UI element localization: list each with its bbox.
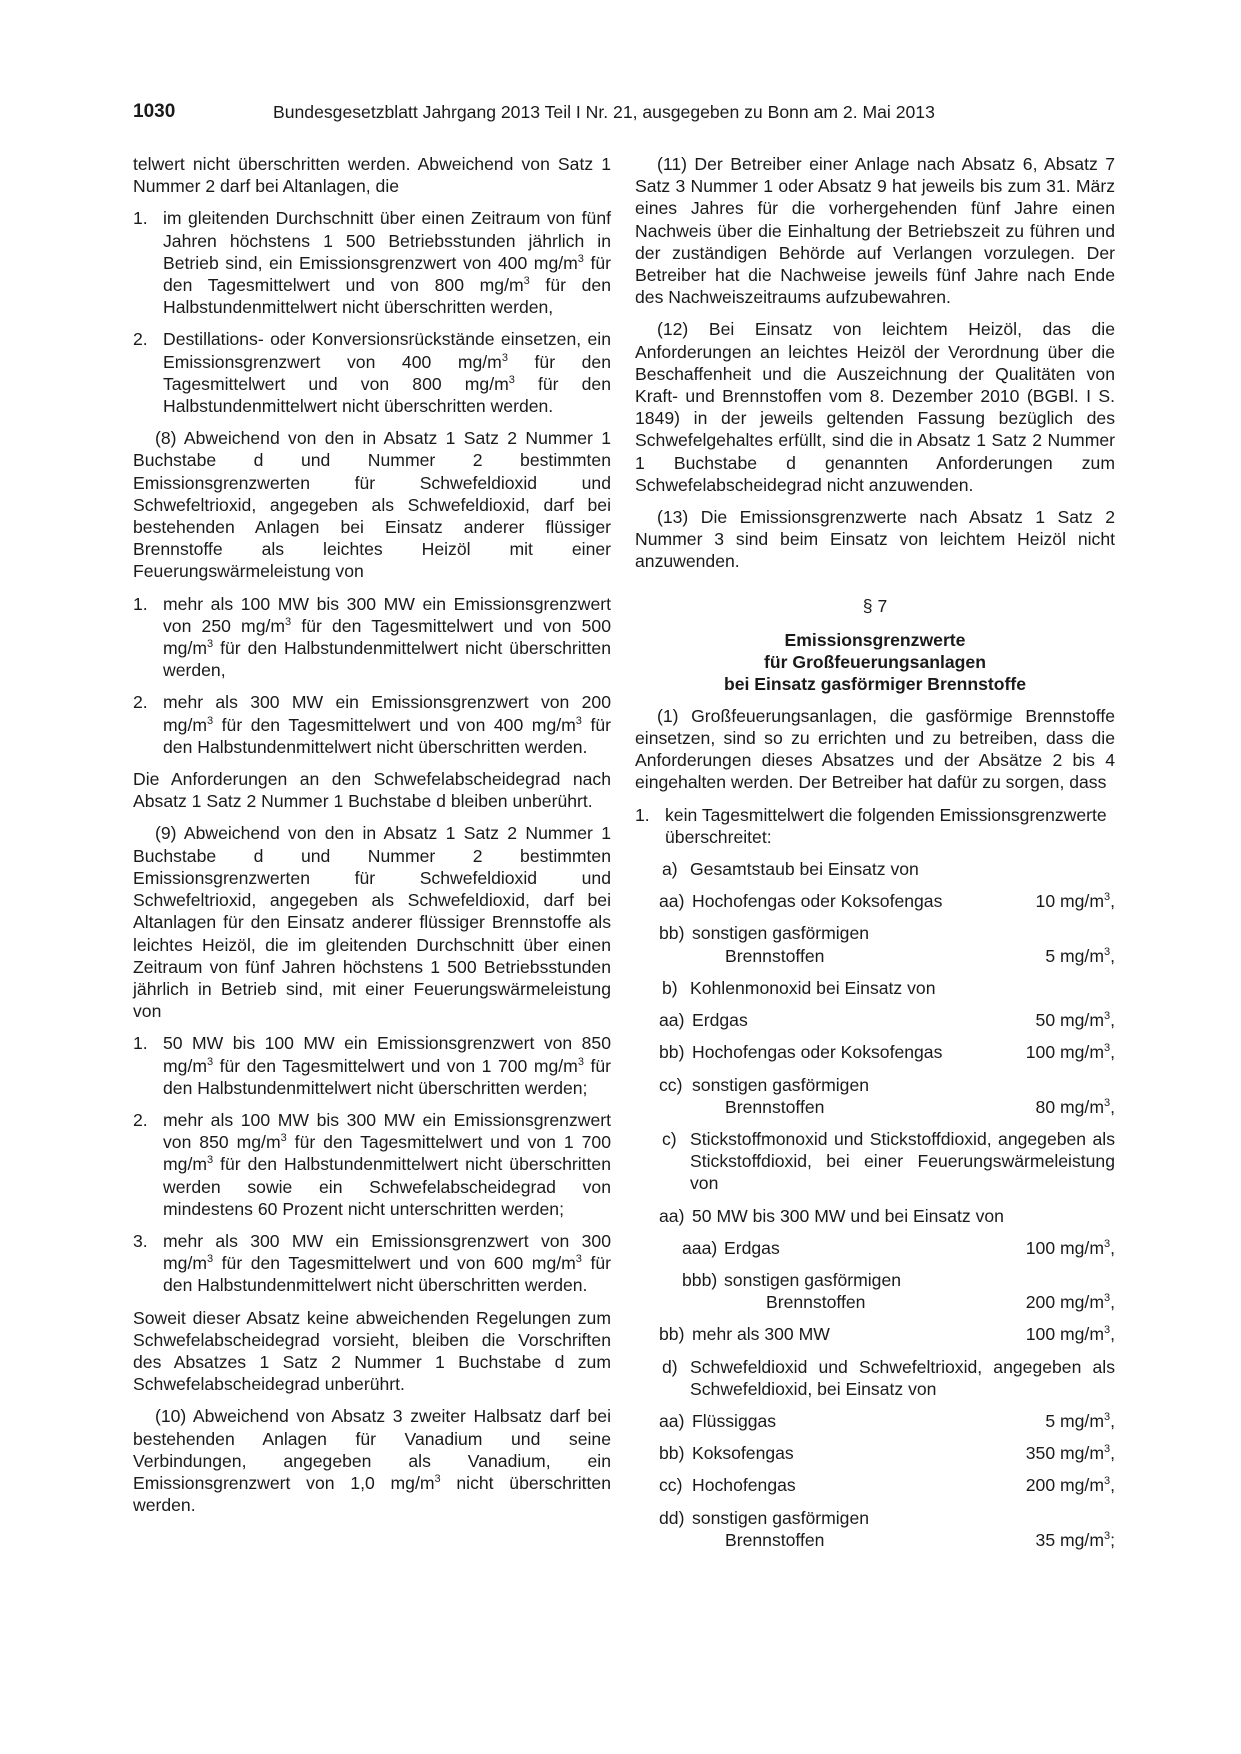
value-row: bbb) sonstigen gasförmigen Brennstoffen 200 $mg/m^3$, [682, 1269, 1115, 1313]
section-title: Emissionsgrenzwerte für Großfeuerungsanlagen bei Einsatz gasförmiger Brennstoffe [723, 629, 1027, 694]
item-b: b) Kohlenmonoxid bei Einsatz von [662, 977, 936, 998]
list-item-1: 1. kein Tagesmittelwert die folgenden Emissionsgrenzwerte überschreitet: [635, 804, 1107, 847]
list-item: 1. mehr als 100 MW bis 300 MW ein Emissionsgrenzwert von 250 $mg/m^3$ für den Tagesmittelwert und von 500 $mg/m^3$ für den Halbstundenmittelwert nicht überschritten werden, [133, 593, 611, 681]
paragraph-8: (8) Abweichend von den in Absatz 1 Satz 2 Nummer 1 Buchstabe d und Nummer 2 bestimmten Emissionsgrenzwerten für Schwefeldioxid und Schwefeltrioxid, angegeben als Schwefeldioxid, darf bei bestehenden Anlagen bei Einsatz anderer flüssiger Brennstoffe als leichtes Heizöl mit einer Feuerungswärmeleistung von [133, 428, 611, 582]
list-item: 2. mehr als 100 MW bis 300 MW ein Emissionsgrenzwert von 850 $mg/m^3$ für den Tagesmittelwert und von 1 700 $mg/m^3$ für den Halbstundenmittelwert nicht überschritten werden sowie ein Schwefelabscheidegrad von mindestens 60 Prozent nicht unterschritten werden; [133, 1109, 611, 1219]
value-row: dd) sonstigen gasförmigen Brennstoffen 35 $mg/m^3$; [659, 1507, 1115, 1550]
value-row: aa) Flüssiggas 5 $mg/m^3$, [659, 1410, 1115, 1431]
value-row: cc) Hochofengas 200 $mg/m^3$, [659, 1475, 1115, 1496]
item-a: a) Gesamtstaub bei Einsatz von [662, 859, 919, 880]
value-row: aa) Hochofengas oder Koksofengas 10 $mg/m^3$, [659, 891, 1115, 912]
list-a [133, 207, 611, 417]
paragraph-9: (9) Abweichend von den in Absatz 1 Satz 2 Nummer 1 Buchstabe d und Nummer 2 bestimmten Emissionsgrenzwerten für Schwefeldioxid und Schwefeltrioxid, angegeben als Schwefeldioxid, darf bei Altanlagen für den Einsatz anderer flüssiger Brennstoffe als leichtes Heizöl, die im gleitenden Durchschnitt über einen Zeitraum von fünf Jahren höchstens 1 500 Betriebsstunden jährlich in Betrieb sind, mit einer Feuerungswärmeleistung von [133, 823, 611, 1022]
paragraph-9-closing: Soweit dieser Absatz keine abweichenden Regelungen zum Schwefelabscheidegrad vorsieht, bleiben die Vorschriften des Absatzes 1 Satz 2 Nummer 1 Buchstabe d zum Schwefelabscheidegrad unberührt. [133, 1307, 611, 1395]
list-item: 3. mehr als 300 MW ein Emissionsgrenzwert von 300 $mg/m^3$ für den Tagesmittelwert und von 600 $mg/m^3$ für den Halbstundenmittelwert nicht überschritten werden. [133, 1230, 611, 1296]
list-item: 1. 50 MW bis 100 MW ein Emissionsgrenzwert von 850 $mg/m^3$ für den Tagesmittelwert und von 1 700 $mg/m^3$ für den Halbstundenmittelwert nicht überschritten werden; [133, 1033, 611, 1098]
list-item: 2. mehr als 300 MW ein Emissionsgrenzwert von 200 $mg/m^3$ für den Tagesmittelwert und von 400 $mg/m^3$ für den Halbstundenmittelwert nicht überschritten werden. [133, 692, 611, 757]
value-row: cc) sonstigen gasförmigen Brennstoffen 80 $mg/m^3$, [659, 1074, 1115, 1117]
section-number: § 7 [862, 595, 888, 616]
paragraph-13: (13) Die Emissionsgrenzwerte nach Absatz 1 Satz 2 Nummer 3 sind beim Einsatz von leichtem Heizöl nicht anzuwenden. [635, 507, 1115, 572]
page-number: 1030 [133, 101, 176, 122]
paragraph-10: (10) Abweichend von Absatz 3 zweiter Halbsatz darf bei bestehenden Anlagen für Vanadium und seine Verbindungen, angegeben als Vanadium, ein Emissionsgrenzwert von 1,0 $mg/m^3$ nicht überschritten werden. [133, 1406, 612, 1516]
list-c [133, 1032, 611, 1296]
value-row: bb) Koksofengas 350 $mg/m^3$, [659, 1443, 1115, 1464]
paragraph-12: (12) Bei Einsatz von leichtem Heizöl, das die Anforderungen an leichtes Heizöl der Verordnung über die Beschaffenheit und die Auszeichnung der Qualitäten von Kraft- und Brennstoffen vom 8. Dezember 2010 (BGBl. I S. 1849) in der jeweils geltenden Fassung bezüglich des Schwefelgehaltes erfüllt, sind die in Absatz 1 Satz 2 Nummer 1 Buchstabe d genannten Anforderungen zum Schwefelabscheidegrad nicht anzuwenden. [635, 319, 1115, 495]
value-row: aaa) Erdgas 100 $mg/m^3$, [682, 1237, 1115, 1258]
value-row: bb) sonstigen gasförmigen Brennstoffen 5 $mg/m^3$, [659, 923, 1115, 966]
right-column [635, 153, 1115, 1561]
list-b [133, 593, 611, 758]
running-title: Bundesgesetzblatt Jahrgang 2013 Teil I Nr. 21, ausgegeben zu Bonn am 2. Mai 2013 [273, 102, 935, 122]
paragraph-1: (1) Großfeuerungsanlagen, die gasförmige Brennstoffe einsetzen, sind so zu errichten und zu betreiben, dass die Anforderungen dieses Absatzes und der Absätze 2 bis 4 eingehalten werden. Der Betreiber hat dafür zu sorgen, dass [635, 705, 1115, 793]
left-column [133, 153, 611, 1526]
paragraph-continuation: telwert nicht überschritten werden. Abweichend von Satz 1 Nummer 2 darf bei Altanlagen, die [133, 154, 611, 197]
item-d: d) Schwefeldioxid und Schwefeltrioxid, angegeben als Schwefeldioxid, bei Einsatz von [662, 1356, 1115, 1399]
paragraph-8-closing: Die Anforderungen an den Schwefelabscheidegrad nach Absatz 1 Satz 2 Nummer 1 Buchstabe d bleiben unberührt. [133, 769, 611, 812]
value-row: aa) Erdgas 50 $mg/m^3$, [659, 1010, 1115, 1031]
paragraph-11: (11) Der Betreiber einer Anlage nach Absatz 6, Absatz 7 Satz 3 Nummer 1 oder Absatz 9 hat jeweils bis zum 31. März eines Jahres für die vorhergehenden fünf Jahre einen Nachweis über die Einhaltung der Betriebszeit zu führen und der zuständigen Behörde auf Verlangen vorzulegen. Der Betreiber hat die Nachweise jeweils fünf Jahre nach Ende des Nachweiszeitraums aufzubewahren. [635, 154, 1115, 308]
running-header [133, 101, 1113, 127]
item-c-aa: aa) 50 MW bis 300 MW und bei Einsatz von [659, 1205, 1004, 1226]
list-item: 1. im gleitenden Durchschnitt über einen Zeitraum von fünf Jahren höchstens 1 500 Betriebsstunden jährlich in Betrieb sind, ein Emissionsgrenzwert von 400 $mg/m^3$ für den Tagesmittelwert und von 800 $mg/m^3$ für den Halbstundenmittelwert nicht überschritten werden, [133, 208, 612, 318]
list-item: 2. Destillations- oder Konversionsrückstände einsetzen, ein Emissionsgrenzwert von 400 $mg/m^3$ für den Tagesmittelwert und von 800 $mg/m^3$ für den Halbstundenmittelwert nicht überschritten werden. [133, 329, 611, 417]
value-row: bb) Hochofengas oder Koksofengas 100 $mg/m^3$, [659, 1042, 1115, 1063]
item-c: c) Stickstoffmonoxid und Stickstoffdioxid, angegeben als Stickstoffdioxid, bei einer Feuerungswärmeleistung von [662, 1128, 1115, 1194]
value-row: bb) mehr als 300 MW 100 $mg/m^3$, [659, 1324, 1115, 1345]
